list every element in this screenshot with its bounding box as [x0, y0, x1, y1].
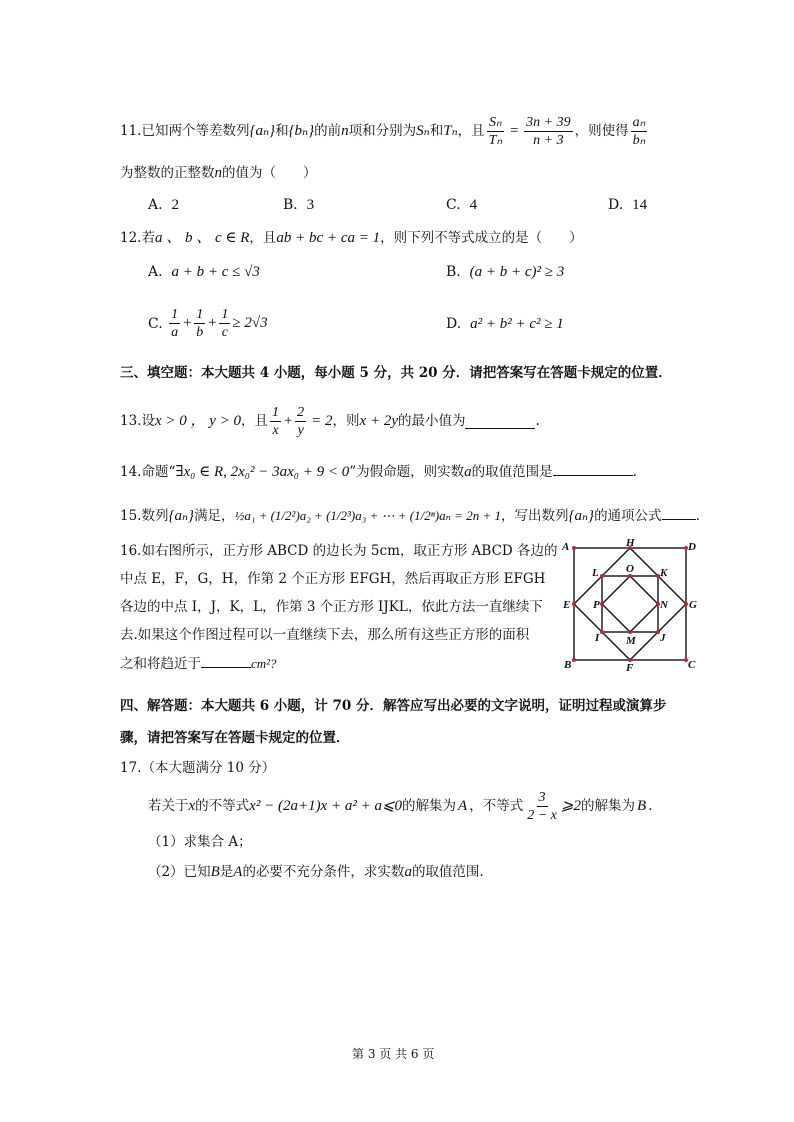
- q17-p2-c: 的必要不充分条件，求实数: [242, 864, 405, 880]
- q14-text-c: 的取值范围是: [471, 464, 553, 480]
- label-m: M: [626, 635, 636, 647]
- q17-text-c: 的解集为: [402, 798, 457, 814]
- point-l: [600, 574, 604, 578]
- option-value: a² + b² + c² ≥ 1: [470, 316, 564, 332]
- frac-num: 1: [272, 404, 280, 420]
- q11-and2: 和: [429, 123, 444, 139]
- q11-option-a: [148, 197, 179, 214]
- option-value: 4: [469, 197, 478, 213]
- q11-sn: Sₙ: [416, 123, 430, 139]
- point-e: [572, 602, 576, 606]
- q11-eq: =: [509, 123, 520, 139]
- q12-text-a: 12.若: [120, 230, 155, 246]
- frac-den: n + 3: [533, 132, 564, 148]
- q11-seq-a: {aₙ}: [249, 123, 276, 139]
- q17-set-a: A: [458, 798, 468, 814]
- section-4-heading-line2: 骤，请把答案写在答题卡规定的位置．: [120, 730, 350, 746]
- q12-stem: [120, 228, 583, 248]
- label-p: P: [593, 599, 600, 611]
- frac-den: x: [272, 422, 279, 438]
- q17-text-a: 若关于: [148, 798, 189, 814]
- q16-line3: 各边的中点 I，J，K，L，作第 3 个正方形 IJKL，依此方法一直继续下: [120, 599, 543, 615]
- q11-seq-b: {bₙ}: [288, 123, 315, 139]
- option-value: 14: [632, 197, 648, 213]
- label-f: F: [626, 662, 634, 673]
- square-mnop: [602, 576, 658, 632]
- label-d: D: [688, 541, 696, 553]
- q14-text-a: 14.命题“: [120, 464, 176, 480]
- square-ijkl: [602, 576, 658, 632]
- q14-answer-blank[interactable]: [553, 461, 633, 476]
- q15-text-d: 的通项公式: [594, 508, 662, 524]
- q12-option-a: [148, 264, 260, 281]
- q14: [120, 461, 637, 482]
- q16-unit: cm²?: [251, 656, 277, 671]
- q17-text-d: ，不等式: [469, 798, 524, 814]
- label-o: O: [626, 563, 634, 575]
- q11-tn: Tₙ: [443, 123, 458, 139]
- label-n: N: [660, 599, 668, 611]
- q17-p2-d: 的取值范围.: [411, 864, 484, 880]
- q15-end: .: [695, 508, 700, 524]
- q12-vars: a 、 b 、 c ∈ R: [154, 230, 250, 246]
- q17-text-e: 的解集为: [580, 798, 635, 814]
- point-b: [572, 658, 576, 662]
- q13-end: .: [535, 413, 540, 429]
- option-value: a + b + c ≤ √3: [171, 264, 260, 280]
- q11-line1: [120, 113, 649, 149]
- label-c: C: [688, 659, 696, 671]
- frac: [169, 306, 180, 341]
- frac-den: 2 − x: [527, 807, 557, 823]
- q17-statement: [148, 788, 652, 824]
- frac-num: 3: [538, 789, 546, 805]
- label-g: G: [689, 599, 697, 611]
- q11-and: 和: [275, 123, 289, 139]
- q17-end: .: [648, 798, 653, 814]
- option-value: (a + b + c)² ≥ 3: [469, 264, 565, 280]
- frac-num: 1: [196, 307, 204, 322]
- frac-den: bₙ: [632, 132, 646, 148]
- q14-var: a: [464, 464, 472, 480]
- option-label: D.: [446, 316, 462, 332]
- q11-text-b: 的前: [314, 123, 342, 139]
- option-label: A.: [148, 197, 163, 213]
- q17-set-b: B: [636, 798, 647, 814]
- frac-num: 2: [297, 404, 305, 420]
- option-value: 3: [306, 197, 315, 213]
- label-k: K: [660, 567, 668, 579]
- option-value: ≥ 2√3: [232, 315, 268, 331]
- q13-cond: x > 0 ， y > 0: [154, 413, 242, 429]
- label-l: L: [592, 567, 599, 579]
- label-a: A: [562, 541, 570, 553]
- q17-p2-a: （2）已知: [148, 864, 211, 880]
- plus: +: [182, 315, 193, 331]
- q17-part1: （1）求集合 A；: [148, 834, 252, 850]
- q11-text: 11.已知两个等差数列: [120, 123, 250, 139]
- q12-text-c: ，则下列不等式成立的是（ ）: [380, 230, 583, 246]
- q16-line5: [120, 653, 277, 674]
- q17-p2-avar: a: [404, 864, 412, 880]
- q13-text-d: 的最小值为: [397, 413, 466, 429]
- option-label: A.: [148, 264, 163, 280]
- q16-line1: 16.如右图所示，正方形 ABCD 的边长为 5cm，取正方形 ABCD 各边的: [120, 543, 558, 559]
- q15-expr: ½a₁ + (1/2²)a₂ + (1/2³)a₃ + ⋯ + (1/2ⁿ)aₙ = 2n + 1: [234, 508, 501, 523]
- q15-seq: {aₙ}: [168, 508, 195, 524]
- q15-text-a: 15.数列: [120, 508, 169, 524]
- q12-text-b: ，且: [249, 230, 277, 246]
- q11-n: n: [341, 123, 349, 139]
- q14-text-b: ”为假命题，则实数: [349, 464, 465, 480]
- label-i: I: [595, 632, 600, 644]
- point-g: [684, 602, 688, 606]
- option-label: D.: [608, 197, 624, 213]
- plus: +: [283, 413, 294, 429]
- q13-text-a: 13.设: [120, 413, 155, 429]
- q15: [120, 505, 700, 526]
- label-h: H: [626, 538, 635, 549]
- q13-frac1: [270, 404, 281, 439]
- q13-eq: = 2: [311, 413, 333, 429]
- q11-option-c: [446, 197, 477, 214]
- q17-header: 17.（本大题满分 10 分）: [120, 760, 276, 776]
- q15-answer-blank[interactable]: [662, 505, 696, 520]
- nested-squares-figure: [560, 538, 710, 673]
- q11-line2-n: n: [214, 165, 222, 181]
- section-3-heading: 三、填空题：本大题共 4 小题，每小题 5 分，共 20 分．请把答案写在答题卡规定的位置．: [120, 365, 672, 381]
- frac-den: Tₙ: [488, 132, 503, 148]
- frac-num: Sₙ: [489, 114, 502, 130]
- q11-frac-rhs: [524, 114, 572, 149]
- q13-answer-blank[interactable]: [465, 414, 535, 429]
- frac: [219, 306, 230, 341]
- q15-text-b: 满足，: [194, 508, 235, 524]
- q11-option-b: [283, 197, 314, 214]
- frac-num: 3n + 39: [526, 114, 571, 130]
- frac-den: c: [221, 325, 228, 340]
- plus: +: [207, 315, 218, 331]
- label-b: B: [564, 659, 572, 671]
- option-label: B.: [446, 264, 461, 280]
- q11-frac-ab: [631, 114, 648, 149]
- q12-option-d: [446, 316, 564, 333]
- q13-frac2: [295, 404, 306, 439]
- q12-option-b: [446, 264, 564, 281]
- q13: [120, 403, 540, 439]
- q17-p2-a-var: A: [233, 864, 243, 880]
- q17-ineq: x² − (2a+1)x + a² + a⩽0: [249, 798, 403, 814]
- label-e: E: [563, 599, 571, 611]
- q13-expr: x + 2y: [359, 413, 398, 429]
- frac-den: a: [171, 325, 179, 340]
- q11-line2: [120, 163, 317, 183]
- q17-ge2: ⩾2: [560, 798, 581, 814]
- q16-text-a: 之和将趋近于: [120, 656, 201, 672]
- page-number-footer: 第 3 页 共 6 页: [352, 1047, 435, 1061]
- q15-seq2: {aₙ}: [568, 508, 595, 524]
- frac-num: 1: [221, 307, 229, 322]
- q16-answer-blank[interactable]: [201, 653, 251, 668]
- option-label: B.: [283, 197, 298, 213]
- q11-line2-text: 为整数的正整数: [120, 165, 215, 181]
- option-label: C.: [446, 197, 461, 213]
- q12-option-c: [148, 306, 268, 341]
- frac-den: y: [297, 422, 304, 438]
- frac: [194, 306, 205, 341]
- q11-text-e: ，则使得: [574, 123, 629, 139]
- frac-num: 1: [171, 307, 179, 322]
- q17-part2: [148, 862, 484, 882]
- section-4-heading-line1: 四、解答题：本大题共 6 小题，计 70 分．解答应写出必要的文字说明，证明过程或演算步: [120, 698, 667, 714]
- q12-cond: ab + bc + ca = 1: [276, 230, 381, 246]
- q11-frac-st: [487, 114, 504, 149]
- point-a: [572, 546, 576, 550]
- option-label: C.: [148, 315, 163, 332]
- q11-option-d: [608, 197, 647, 214]
- label-j: J: [660, 632, 666, 644]
- q16-line4: 去.如果这个作图过程可以一直继续下去，那么所有这些正方形的面积: [120, 627, 530, 643]
- q11-text-c: 项和分别为: [348, 123, 417, 139]
- q17-p2-b-var: B: [210, 864, 220, 880]
- frac-num: aₙ: [632, 114, 646, 130]
- option-value: 2: [171, 197, 179, 213]
- frac-den: b: [196, 325, 204, 340]
- point-i: [600, 630, 604, 634]
- q15-text-c: ，写出数列: [500, 508, 569, 524]
- q17-text-b: 的不等式: [195, 798, 250, 814]
- q17-p2-b: 是: [219, 864, 234, 880]
- point-p: [600, 602, 604, 606]
- q11-text-d: ，且: [457, 123, 485, 139]
- point-m: [628, 630, 632, 634]
- q17-x: x: [188, 798, 196, 814]
- q11-line2-end: 的值为（ ）: [222, 165, 317, 181]
- q13-text-b: ，且: [241, 413, 269, 429]
- q14-end: .: [632, 464, 637, 480]
- q13-text-c: ，则: [332, 413, 360, 429]
- q14-expr: ∃x₀ ∈ R, 2x₀² − 3ax₀ + 9 < 0: [175, 464, 350, 480]
- q16-line2: 中点 E，F，G，H，作第 2 个正方形 EFGH，然后再取正方形 EFGH: [120, 571, 546, 587]
- q17-frac: [525, 789, 559, 824]
